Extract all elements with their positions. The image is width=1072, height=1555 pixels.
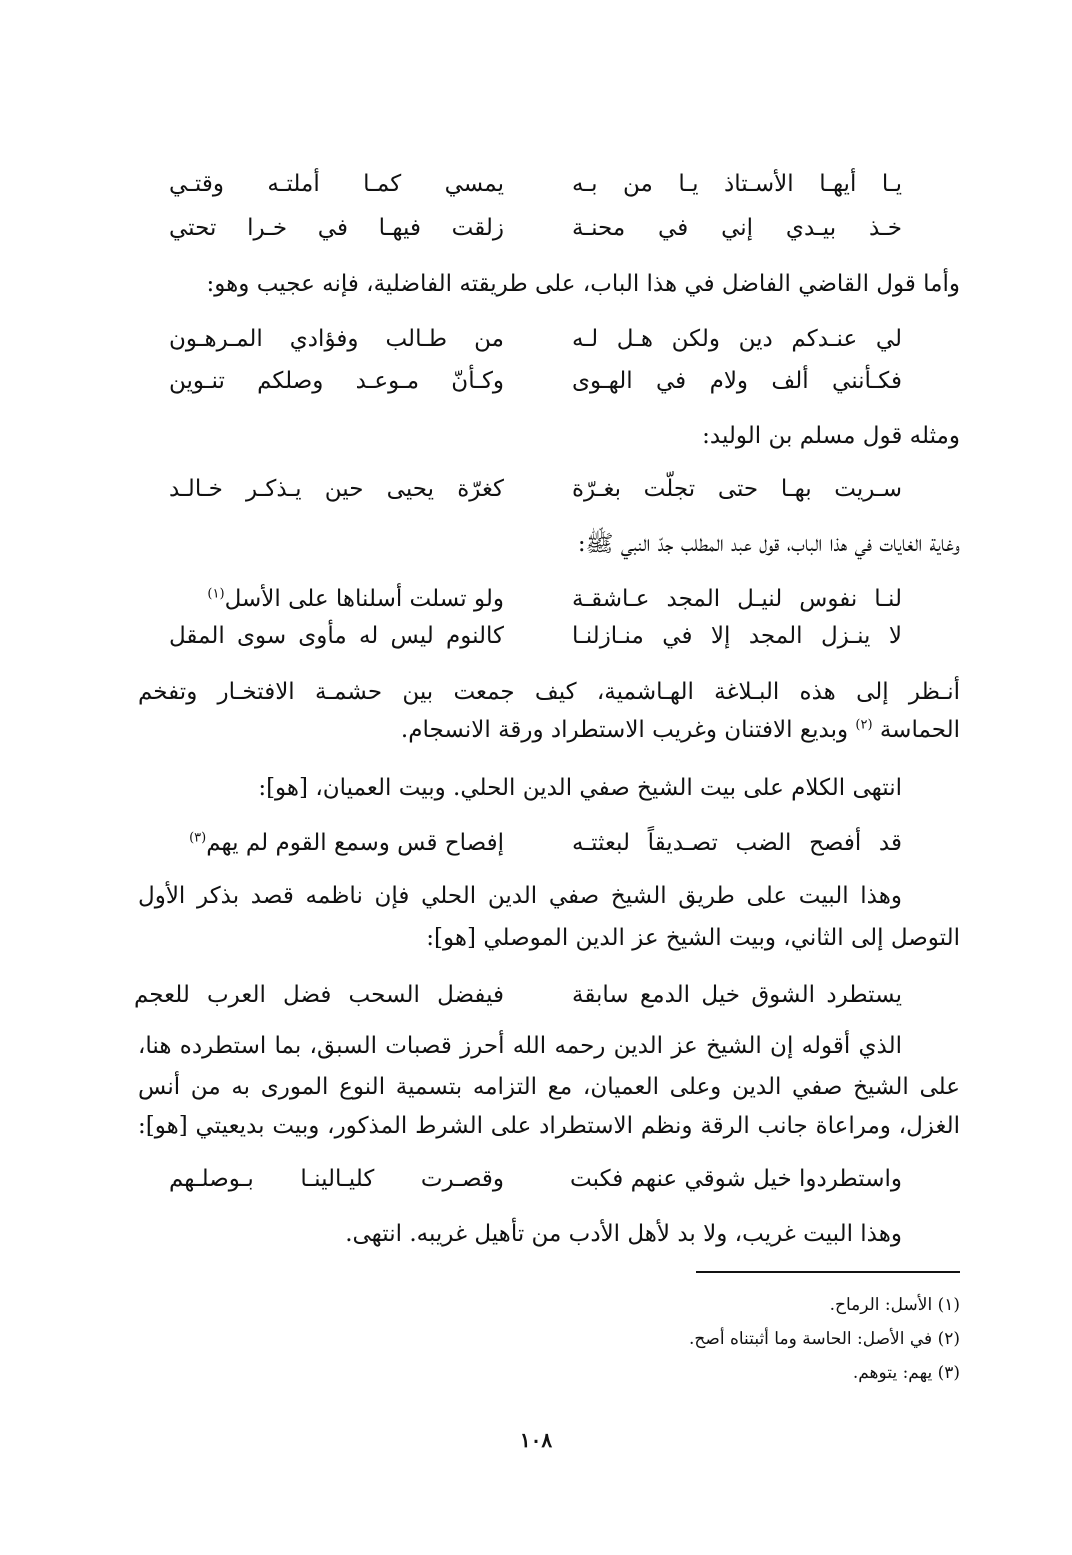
prose-line: الغزل، ومراعاة جانب الرقة ونظم الاستطراد على الشرط المذكور، وبيت بديعيتي [هو]:	[138, 1113, 960, 1139]
footnote-marker: (٢)	[855, 717, 873, 733]
verse-first-hemistich: قد أفصح الضب تصـديقاً لبعثتـه	[572, 830, 902, 856]
prose-line	[138, 714, 960, 746]
verse-line	[0, 322, 1072, 356]
verse-line	[0, 978, 1072, 1012]
verse-first-hemistich: يـا أيهـا الأسـتاذ يـا من بـه	[572, 171, 902, 197]
verse-line	[0, 1162, 1072, 1196]
prose-text: الحماسة	[879, 717, 960, 743]
verse-first-hemistich: سـريت بهـا حتى تجلّت بغـرّة	[572, 476, 902, 502]
verse-first-hemistich: فكـأنني ألف ولام في الهـوى	[572, 368, 902, 394]
verse-second-hemistich: كغرّة يحيى حين يـذكـر خـالـد	[169, 476, 504, 502]
verse-second-hemistich	[169, 826, 504, 860]
verse-second-hemistich: كالنوم ليس له مأوى سوى المقل	[169, 623, 504, 649]
verse-line	[0, 167, 1072, 201]
prose-line: انتهى الكلام على بيت الشيخ صفي الدين الحلي. وبيت العميان، [هو]:	[258, 775, 902, 801]
prose-line: وهذا البيت غريب، ولا بد لأهل الأدب من تأهيل غريبه. انتهى.	[345, 1221, 902, 1247]
verse-first-hemistich: خـذ بيـدي إني في محنـة	[572, 215, 902, 241]
prose-line: وهذا البيت على طريق الشيخ صفي الدين الحلي فإن ناظمه قصد بذكر الأول	[138, 883, 902, 909]
footnote: (٣) يهم: يتوهم.	[852, 1363, 960, 1383]
prose-text: وبديع الافتنان وغريب الاستطراد ورقة الانسجام.	[400, 717, 849, 743]
verse-second-hemistich: يمسي كمـا أملتـه وقتـي	[169, 171, 504, 197]
verse-second-hemistich: وقصـرت كليـالينـا بـوصلـهم	[169, 1166, 504, 1192]
verse-second-hemistich: وكـأنّ مـوعـد وصلكم تنـوين	[169, 368, 504, 394]
verse-line	[0, 619, 1072, 653]
verse-text: إفصاح قس وسمع القوم لم يهم	[206, 830, 504, 856]
prose-line: التوصل إلى الثاني، وبيت الشيخ عز الدين الموصلي [هو]:	[426, 925, 960, 951]
verse-first-hemistich: يستطرد الشوق خيل الدمع سابقة	[572, 982, 902, 1008]
footnote: (٢) في الأصل: الحاسة وما أثبتناه أصح.	[689, 1329, 960, 1349]
verse-line	[0, 211, 1072, 245]
prose-line: الذي أقوله إن الشيخ عز الدين رحمه الله أحرز قصبات السبق، بما استطرده هنا،	[138, 1033, 902, 1059]
footnote-divider	[696, 1271, 960, 1273]
prose-line: وأما قول القاضي الفاضل في هذا الباب، على طريقته الفاضلية، فإنه عجيب وهو:	[206, 271, 960, 297]
verse-line	[0, 582, 1072, 616]
verse-first-hemistich: واستطردوا خيل شوقي عنهم فكبت	[570, 1166, 902, 1192]
footnote: (١) الأسل: الرماح.	[829, 1295, 960, 1315]
verse-second-hemistich	[169, 582, 504, 616]
prose-line: ومثله قول مسلم بن الوليد:	[702, 423, 960, 449]
footnote-marker: (١)	[207, 586, 225, 602]
verse-line	[0, 472, 1072, 506]
page-number: ١٠٨	[519, 1428, 553, 1452]
verse-second-hemistich: زلقت فيهـا في خـرا تحتي	[169, 215, 504, 241]
verse-first-hemistich: لي عنـدكم دين ولكن هـل لـه	[572, 326, 902, 352]
verse-first-hemistich: لا ينـزل المجد إلا في منـازلنـا	[572, 623, 902, 649]
verse-line	[0, 364, 1072, 398]
verse-first-hemistich: لنـا نفوس لنيـل المجد عـاشقـة	[572, 586, 902, 612]
verse-text: ولو تسلت أسلناها على الأسل	[224, 586, 504, 612]
verse-second-hemistich: فيفضل السحب فضل العرب للعجم	[134, 982, 504, 1008]
prose-line: وغاية الغايات في هذا الباب، قول عبد المطلب جدّ النبي ﷺ:	[577, 531, 960, 557]
verse-second-hemistich: من طـالب وفؤادي المـرهـون	[169, 326, 504, 352]
verse-line	[0, 826, 1072, 860]
prose-line: على الشيخ صفي الدين وعلى العميان، مع التزامه بتسمية النوع المورى به من أنس	[138, 1074, 960, 1100]
prose-line: أنـظر إلى هذه البـلاغة الهـاشمية، كيف جمعت بين حشمـة الافتخـار وتفخم	[138, 679, 960, 705]
footnote-marker: (٣)	[189, 830, 207, 846]
